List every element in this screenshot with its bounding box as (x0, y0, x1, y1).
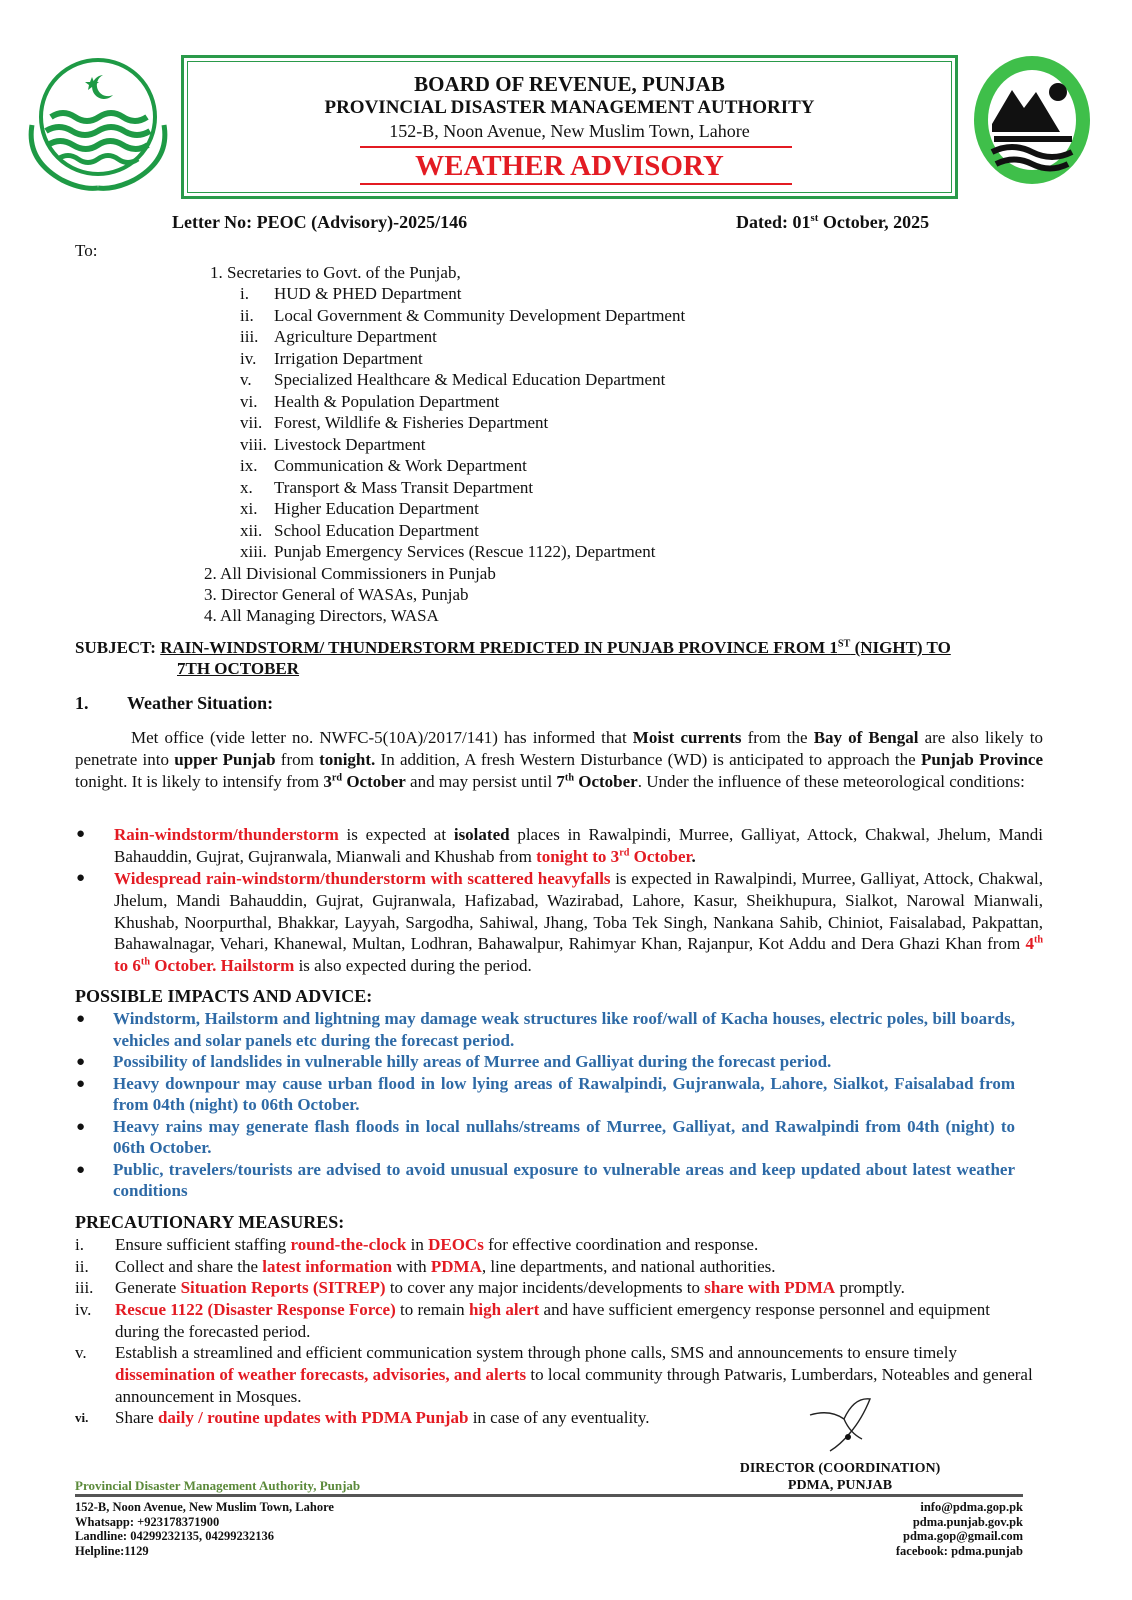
footer-facebook[interactable]: facebook: pdma.punjab (895, 1543, 1023, 1558)
impact-item (75, 1159, 1015, 1202)
letter-number: Letter No: PEOC (Advisory)-2025/146 (172, 212, 468, 232)
bullet-icon: ● (76, 1011, 86, 1027)
department-item (240, 369, 685, 391)
subject-line-2: 7TH OCTOBER (177, 659, 300, 678)
department-number: viii. (240, 434, 267, 454)
recipient-4: 4. All Managing Directors, WASA (204, 606, 439, 625)
signature-mark (808, 1395, 878, 1455)
measures-heading: PRECAUTIONARY MEASURES: (75, 1212, 345, 1232)
department-number: xii. (240, 520, 263, 540)
org-address: 152-B, Noon Avenue, New Muslim Town, Lahore (389, 121, 750, 141)
department-name: Health & Population Department (274, 391, 500, 411)
impact-text: Heavy rains may generate flash floods in local nullahs/streams of Murree, Galliyat, and Rawalpindi from 04th (night) to 06th October. (113, 1116, 1015, 1157)
department-name: Communication & Work Department (274, 456, 527, 475)
footer-landline: Landline: 04299232135, 04299232136 (75, 1529, 274, 1543)
bullet-icon: ● (76, 1054, 86, 1070)
department-name: Forest, Wildlife & Fisheries Department (274, 413, 549, 432)
subject (75, 637, 951, 659)
department-number: iii. (240, 327, 259, 346)
department-number: xiii. (240, 542, 267, 561)
department-name: Livestock Department (274, 434, 426, 454)
org-line-1: BOARD OF REVENUE, PUNJAB (414, 72, 725, 96)
bullet-icon: ● (76, 1075, 86, 1092)
signatory-title: DIRECTOR (COORDINATION) (739, 1461, 941, 1476)
department-item (240, 283, 685, 305)
footer-website[interactable]: pdma.punjab.gov.pk (912, 1514, 1023, 1529)
department-item (240, 348, 685, 370)
measure-1: i. Ensure sufficient staffing round-the-clock in DEOCs for effective coordination and response. (75, 1235, 759, 1254)
red-rule-bottom (360, 183, 792, 185)
department-number: ii. (240, 305, 254, 325)
signatory-block (700, 1460, 980, 1494)
footer-gmail[interactable]: pdma.gop@gmail.com (903, 1529, 1023, 1543)
impacts-list (75, 1008, 1015, 1202)
department-item (240, 541, 685, 563)
red-rule-top (360, 146, 792, 148)
bullet-icon: ● (76, 870, 86, 886)
department-item (240, 455, 685, 477)
department-number: v. (240, 370, 252, 389)
document-title: WEATHER ADVISORY (415, 150, 724, 182)
impact-text: Possibility of landslides in vulnerable hilly areas of Murree and Galliyat during the forecast period. (113, 1052, 832, 1071)
department-number: ix. (240, 456, 258, 475)
department-name: Specialized Healthcare & Medical Education Department (274, 370, 666, 389)
recipient-3: 3. Director General of WASAs, Punjab (204, 585, 469, 604)
impact-item (75, 1008, 1015, 1051)
footer-contact-left (75, 1500, 334, 1558)
subject-label: SUBJECT: (75, 638, 156, 657)
weather-paragraph: Met office (vide letter no. NWFC-5(10A)/2017/141) has informed that Moist currents from the Bay of Bengal are also likely to penetrate into upper Punjab from tonight. In addition, A fresh Western Disturbance (WD) is anticipated to approach the Punjab Province tonight. It is likely to intensify from 3rd October and may persist until 7th October. Under the influence of these meteorological conditions: (75, 728, 1044, 791)
bullet-icon: ● (76, 1161, 86, 1178)
forecast-bullet-1: Rain-windstorm/thunderstorm is expected at isolated places in Rawalpindi, Murree, Galliyat, Attock, Chakwal, Jhelum, Mandi Bahauddin, Gujrat, Gujranwala, Mianwali and Khushab from tonight to 3rd October. (114, 825, 1043, 866)
bullet-icon: ● (76, 1118, 86, 1135)
bullet-icon: ● (76, 826, 86, 842)
department-number: x. (240, 477, 253, 497)
impact-text: Heavy downpour may cause urban flood in low lying areas of Rawalpindi, Gujranwala, Lahore, Sialkot, Faisalabad from from 04th (night) to 06th October. (113, 1073, 1015, 1114)
impact-item (75, 1051, 1015, 1073)
section-number: 1. (75, 693, 89, 713)
subject-line-1: RAIN-WINDSTORM/ THUNDERSTORM PREDICTED IN PUNJAB PROVINCE FROM 1ST (NIGHT) TO (160, 638, 951, 657)
to-label: To: (75, 241, 98, 260)
department-number: iv. (240, 348, 257, 368)
measure-6: vi. Share daily / routine updates with PDMA Punjab in case of any eventuality. (75, 1408, 650, 1427)
measure-2: ii. Collect and share the latest information with PDMA, line departments, and national authorities. (75, 1257, 776, 1276)
org-line-2: PROVINCIAL DISASTER MANAGEMENT AUTHORITY (324, 97, 815, 118)
department-item (240, 498, 685, 520)
footer-org: Provincial Disaster Management Authority, Punjab (75, 1478, 361, 1493)
department-item (240, 477, 685, 499)
weather-heading: Weather Situation: (127, 693, 274, 713)
footer-contact-right (780, 1500, 1023, 1558)
signatory-org: PDMA, PUNJAB (787, 1478, 893, 1493)
impact-text: Windstorm, Hailstorm and lightning may damage weak structures like roof/wall of Kacha houses, electric poles, bill boards, vehicles and solar panels etc during the forecast period. (113, 1009, 1015, 1050)
department-name: HUD & PHED Department (274, 284, 462, 303)
department-name: Local Government & Community Development Department (274, 305, 686, 325)
footer-divider (75, 1494, 1023, 1497)
footer-whatsapp: Whatsapp: +923178371900 (75, 1514, 220, 1529)
department-number: vii. (240, 413, 263, 432)
department-name: Punjab Emergency Services (Rescue 1122), Department (274, 542, 656, 561)
department-item (240, 412, 685, 434)
department-item (240, 305, 685, 327)
letter-date: Dated: 01st October, 2025 (736, 212, 930, 232)
punjab-govt-logo (18, 55, 178, 200)
department-name: Irrigation Department (274, 348, 423, 368)
recipient-2: 2. All Divisional Commissioners in Punjab (204, 564, 496, 583)
footer-helpline: Helpline:1129 (75, 1543, 149, 1558)
pdma-logo (970, 52, 1100, 192)
impacts-heading: POSSIBLE IMPACTS AND ADVICE: (75, 986, 373, 1006)
measure-5: v. Establish a streamlined and efficient communication system through phone calls, SMS and announcements to ensure timely dissemination of weather forecasts, advisories, and alerts to local community through Patwaris, Lumberdars, Noteables and general announcement in Mosques. (75, 1343, 1033, 1406)
recipient-1: 1. Secretaries to Govt. of the Punjab, (210, 263, 461, 282)
forecast-bullet-2: Widespread rain-windstorm/thunderstorm with scattered heavyfalls is expected in Rawalpindi, Murree, Galliyat, Attock, Chakwal, Jhelum, Mandi Bahauddin, Gujrat, Gujranwala, Hafizabad, Wazirabad, Lahore, Kasur, Sheikhupura, Sialkot, Narowal Mianwali, Khushab, Noorpurthal, Bhakkar, Layyah, Sargodha, Sahiwal, Jhang, Toba Tek Singh, Nankana Sahib, Chiniot, Faisalabad, Pakpattan, Bahawalnagar, Vehari, Khanewal, Multan, Lodhran, Bahawalpur, Rahimyar Khan, Rajanpur, Kot Addu and Dera Ghazi Khan from 4th to 6th October. Hailstorm is also expected during the period. (114, 869, 1043, 976)
impact-item (75, 1073, 1015, 1116)
header-box (181, 55, 958, 199)
department-number: vi. (240, 391, 258, 411)
impact-item (75, 1116, 1015, 1159)
footer-email[interactable]: info@pdma.gop.pk (920, 1500, 1023, 1514)
department-list (240, 283, 685, 563)
department-name: Higher Education Department (274, 499, 479, 518)
department-item (240, 391, 685, 413)
measure-3: iii. Generate Situation Reports (SITREP) to cover any major incidents/developments to share with PDMA promptly. (75, 1278, 905, 1297)
footer-address: 152-B, Noon Avenue, New Muslim Town, Lahore (75, 1500, 334, 1514)
measure-4: iv. Rescue 1122 (Disaster Response Force) to remain high alert and have sufficient emergency response personnel and equipment during the forecasted period. (75, 1300, 990, 1341)
department-item (240, 434, 685, 456)
impact-text: Public, travelers/tourists are advised to avoid unusual exposure to vulnerable areas and keep updated about latest weather conditions (113, 1159, 1015, 1200)
department-number: xi. (240, 499, 258, 518)
department-number: i. (240, 284, 249, 303)
department-name: Agriculture Department (274, 327, 437, 346)
department-name: School Education Department (274, 520, 479, 540)
department-item (240, 326, 685, 348)
department-name: Transport & Mass Transit Department (274, 477, 534, 497)
department-item (240, 520, 685, 542)
